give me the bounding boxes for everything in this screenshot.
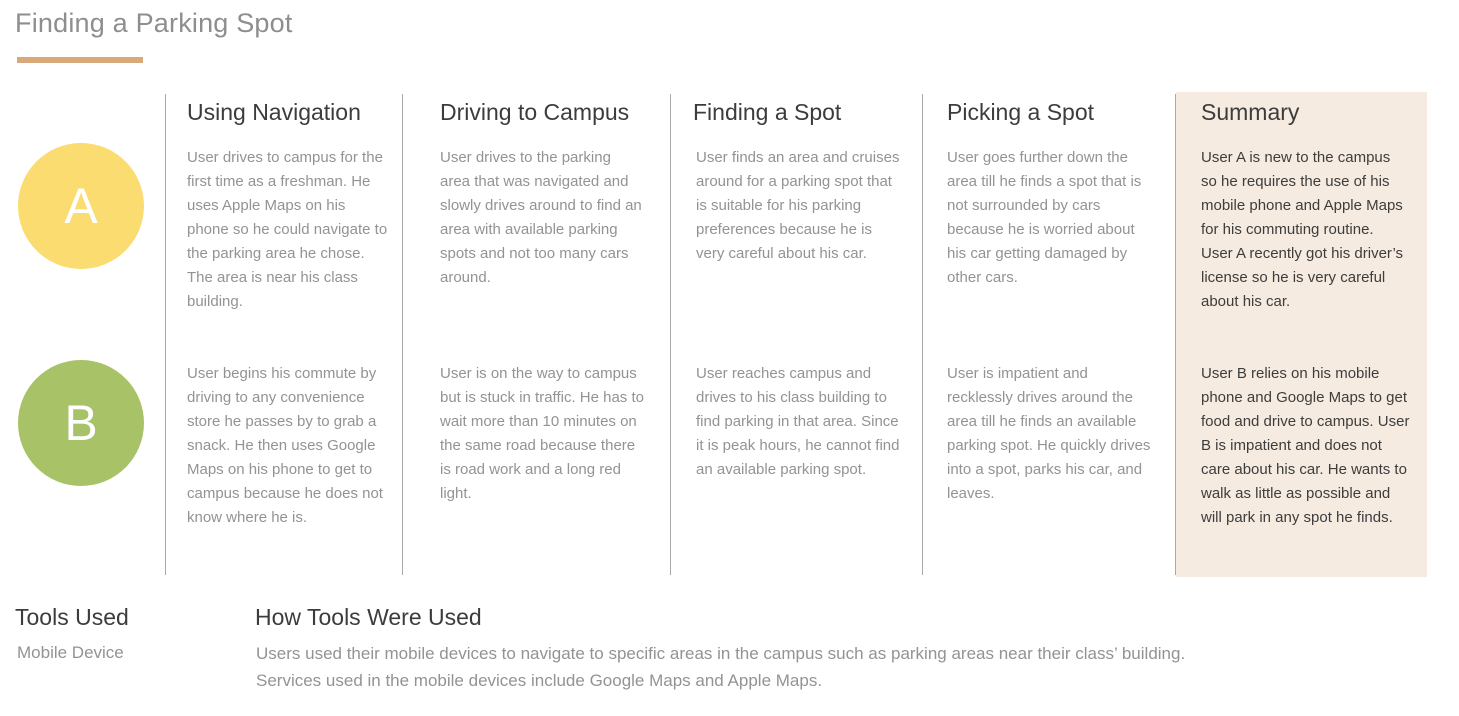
cell-b-using-navigation: User begins his commute by driving to any convenience store he passes by to grab a snack. He then uses Google Maps on his phone to get to campus because he does not know where he is. <box>187 365 383 526</box>
persona-b-avatar <box>18 360 144 486</box>
cell-a-driving-to-campus: User drives to the parking area that was navigated and slowly drives around to find an area with available parking spots and not too many cars around. <box>440 149 642 286</box>
cell-a-finding-a-spot: User finds an area and cruises around for a parking spot that is suitable for his parking preferences because he is very careful about his car. <box>696 149 900 262</box>
how-tools-heading: How Tools Were Used <box>255 604 482 630</box>
column-heading-driving-to-campus: Driving to Campus <box>440 99 630 125</box>
column-heading-summary: Summary <box>1201 99 1300 125</box>
tools-used-heading: Tools Used <box>15 604 129 630</box>
how-tools-line-2: Services used in the mobile devices include Google Maps and Apple Maps. <box>256 671 823 690</box>
persona-b-letter: B <box>64 395 98 451</box>
persona-a-avatar <box>18 143 144 269</box>
column-heading-picking-a-spot: Picking a Spot <box>947 99 1095 125</box>
how-tools-text <box>256 640 1256 694</box>
how-tools-line-1: Users used their mobile devices to navigate to specific areas in the campus such as parking areas near their class’ building. <box>256 644 1186 663</box>
title-underline <box>17 57 143 63</box>
cell-a-using-navigation: User drives to campus for the first time as a freshman. He uses Apple Maps on his phone so he could navigate to the parking area he chose. The area is near his class building. <box>187 149 388 310</box>
column-divider <box>402 94 403 575</box>
column-heading-using-navigation: Using Navigation <box>187 99 361 125</box>
column-divider <box>165 94 166 575</box>
column-divider <box>922 94 923 575</box>
tools-used-value: Mobile Device <box>17 643 124 662</box>
column-divider <box>1175 94 1176 575</box>
cell-b-summary: User B relies on his mobile phone and Google Maps to get food and drive to campus. User B is impatient and does not care about his car. He wants to walk as little as possible and will park in any spot he finds. <box>1201 365 1410 526</box>
cell-b-picking-a-spot: User is impatient and recklessly drives around the area till he finds an available parking spot. He quickly drives into a spot, parks his car, and leaves. <box>947 365 1151 502</box>
column-divider <box>670 94 671 575</box>
persona-a-letter: A <box>64 178 98 234</box>
cell-b-driving-to-campus: User is on the way to campus but is stuck in traffic. He has to wait more than 10 minutes on the same road because there is road work and a long red light. <box>440 365 644 502</box>
cell-a-picking-a-spot: User goes further down the area till he finds a spot that is not surrounded by cars because he is worried about his car getting damaged by other cars. <box>947 149 1142 286</box>
column-heading-finding-a-spot: Finding a Spot <box>693 99 842 125</box>
page-title: Finding a Parking Spot <box>15 8 293 38</box>
cell-b-finding-a-spot: User reaches campus and drives to his class building to find parking in that area. Since it is peak hours, he cannot find an available parking spot. <box>696 365 900 478</box>
cell-a-summary: User A is new to the campus so he requires the use of his mobile phone and Apple Maps for his commuting routine. User A recently got his driver’s license so he is very careful about his car. <box>1201 149 1404 310</box>
